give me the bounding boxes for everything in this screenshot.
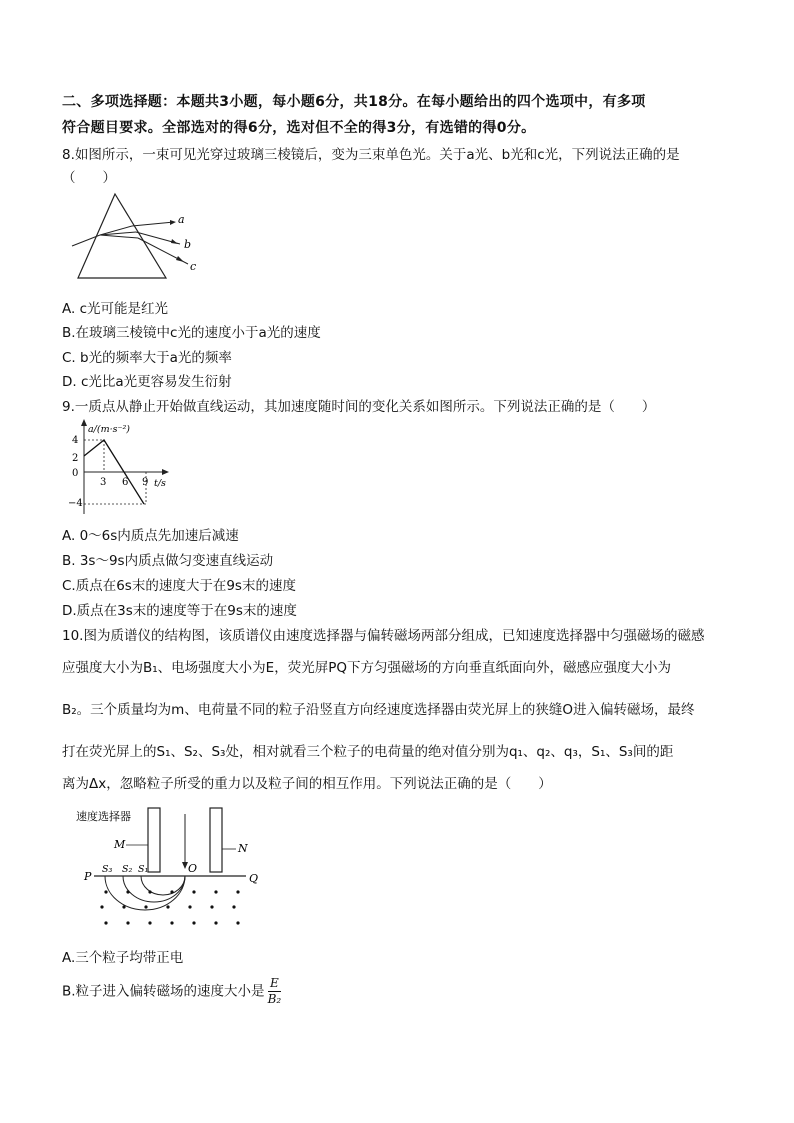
q10-stem-line1: 10.图为质谱仪的结构图，该质谱仪由速度选择器与偏转磁场两部分组成，已知速度选择器中匀强磁场的磁感: [62, 628, 705, 644]
q8-option-d: D. c光比a光更容易发生衍射: [62, 374, 232, 390]
y-tick-neg4: −4: [68, 498, 83, 509]
label-p: P: [84, 870, 92, 883]
prism-triangle: [78, 194, 166, 278]
q8-stem-line1: 8.如图所示，一束可见光穿过玻璃三棱镜后，变为三束单色光。关于a光、b光和c光，下列说法正确的是: [62, 147, 680, 163]
q8-option-a: A. c光可能是红光: [62, 301, 169, 317]
q9-option-a: A. 0～6s内质点先加速后减速: [62, 528, 239, 544]
label-m: M: [114, 838, 126, 851]
prism-figure: [70, 192, 200, 280]
x-tick-9: 9: [142, 477, 149, 488]
q9-option-c: C.质点在6s末的速度大于在9s末的速度: [62, 578, 296, 594]
q10-stem-line5: 离为Δx，忽略粒子所受的重力以及粒子间的相互作用。下列说法正确的是（ ）: [62, 776, 552, 792]
q8-stem-line2: （ ）: [62, 170, 116, 186]
q10-option-b: [62, 976, 281, 1007]
q10-option-a: A.三个粒子均带正电: [62, 950, 184, 966]
ray-a: [132, 222, 174, 226]
magnetic-field-dots: [100, 890, 239, 924]
x-tick-3: 3: [100, 477, 107, 488]
figure-title: 速度选择器: [76, 810, 131, 823]
section-heading-line1: 二、多项选择题：本题共3小题，每小题6分，共18分。在每小题给出的四个选项中，有多项: [62, 94, 646, 110]
section-heading-line2: 符合题目要求。全部选对的得6分，选对但不全的得3分，有选错的得0分。: [62, 120, 536, 136]
x-axis-label: t/s: [154, 478, 166, 489]
q10-stem-line3: B₂。三个质量均为m、电荷量不同的粒子沿竖直方向经速度选择器由荧光屏上的狭缝O进入偏转磁场，最终: [62, 702, 695, 718]
y-tick-0: 0: [72, 468, 79, 479]
left-plate: [148, 808, 160, 872]
label-b: b: [184, 238, 192, 251]
q10-option-b-text: B.粒子进入偏转磁场的速度大小是: [62, 983, 265, 1000]
q9-option-b: B. 3s～9s内质点做匀变速直线运动: [62, 553, 274, 569]
inner-ray-c: [100, 235, 138, 238]
label-s1: S₁: [138, 864, 149, 875]
label-o: O: [188, 862, 198, 875]
acceleration-graph: [66, 418, 176, 516]
label-c: c: [190, 260, 197, 273]
q10-stem-line4: 打在荧光屏上的S₁、S₂、S₃处，相对就看三个粒子的电荷量的绝对值分别为q₁、q₂、q₃，S₁、S₃间的距: [62, 744, 674, 760]
q10-stem-line2: 应强度大小为B₁、电场强度大小为E，荧光屏PQ下方匀强磁场的方向垂直纸面向外，磁感应强度大小为: [62, 660, 671, 676]
x-tick-6: 6: [122, 477, 129, 488]
y-tick-4: 4: [72, 435, 79, 446]
y-tick-2: 2: [72, 453, 79, 464]
label-q: Q: [249, 872, 259, 885]
label-a: a: [178, 213, 185, 226]
fraction-denominator: B₂: [267, 992, 282, 1006]
mass-spectrometer-figure: [72, 806, 262, 934]
label-s2: S₂: [122, 864, 133, 875]
label-n: N: [238, 842, 248, 855]
y-axis-label: a/(m·s⁻²): [88, 424, 131, 435]
q8-option-c: C. b光的频率大于a光的频率: [62, 350, 232, 366]
q9-stem: 9.一质点从静止开始做直线运动，其加速度随时间的变化关系如图所示。下列说法正确的是（ ）: [62, 399, 656, 415]
incident-ray: [72, 235, 100, 246]
q10-option-b-fraction: [268, 976, 282, 1007]
fraction-numerator: E: [268, 976, 282, 992]
q9-option-d: D.质点在3s末的速度等于在9s末的速度: [62, 603, 297, 619]
q8-option-b: B.在玻璃三棱镜中c光的速度小于a光的速度: [62, 325, 321, 341]
right-plate: [210, 808, 222, 872]
label-s3: S₃: [102, 864, 113, 875]
